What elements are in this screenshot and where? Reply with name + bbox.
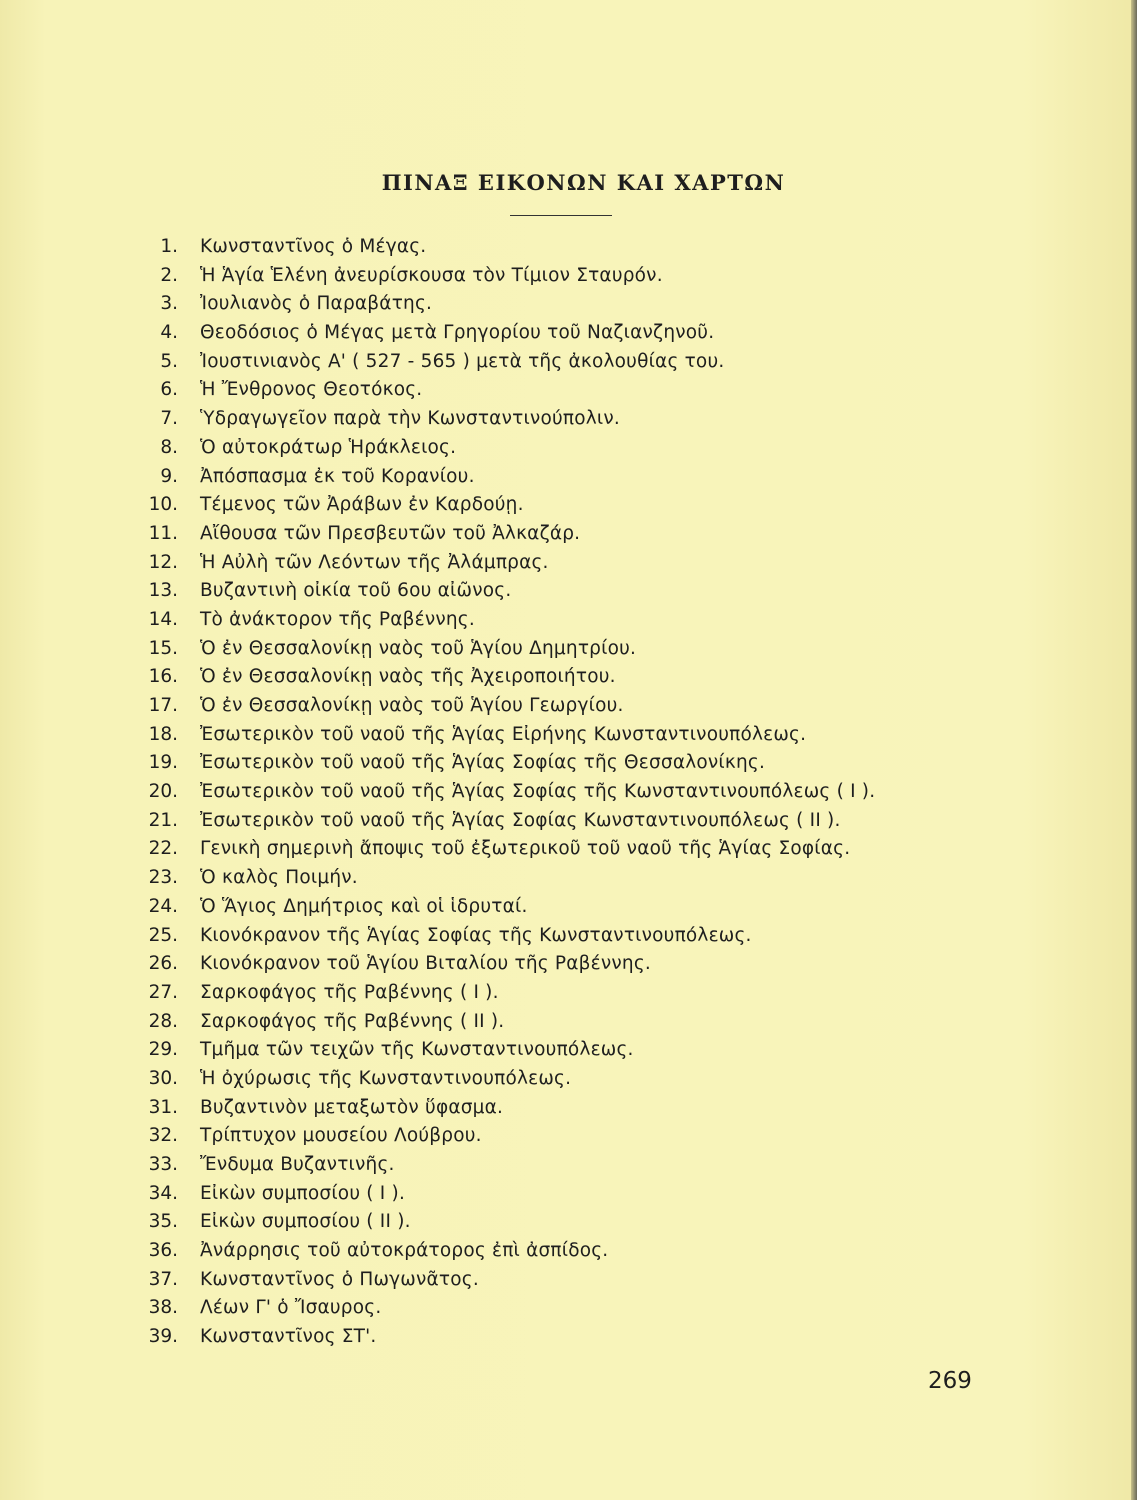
list-item-caption: Κωνσταντῖνος ΣΤ'.: [200, 1326, 377, 1348]
list-item-number: 18.: [148, 723, 178, 745]
list-item-number: 24.: [148, 895, 178, 917]
list-item-caption: Εἰκὼν συμποσίου ( I ).: [200, 1182, 406, 1204]
list-item-caption: Κιονόκρανον τοῦ Ἁγίου Βιταλίου τῆς Ραβέννης.: [200, 953, 651, 975]
list-item-caption: Ἡ ὀχύρωσις τῆς Κωνσταντινουπόλεως.: [200, 1067, 572, 1089]
list-item-caption: Βυζαντινὸν μεταξωτὸν ὕφασμα.: [200, 1096, 504, 1118]
list-item-caption: Ὁ αὐτοκράτωρ Ἡράκλειος.: [200, 436, 457, 458]
list-item-caption: Σαρκοφάγος τῆς Ραβέννης ( II ).: [200, 1010, 505, 1032]
list-item-caption: Κωνσταντῖνος ὁ Πωγωνᾶτος.: [200, 1268, 479, 1290]
list-item-caption: Ἀνάρρησις τοῦ αὐτοκράτορος ἐπὶ ἀσπίδος.: [200, 1240, 609, 1262]
list-item-number: 26.: [148, 953, 178, 975]
list-item-number: 12.: [148, 551, 178, 573]
list-item-caption: Ὁ Ἅγιος Δημήτριος καὶ οἱ ἱδρυταί.: [200, 895, 528, 917]
list-item-number: 8.: [160, 436, 178, 458]
list-item-caption: Ὑδραγωγεῖον παρὰ τὴν Κωνσταντινούπολιν.: [200, 408, 620, 430]
list-item-number: 33.: [148, 1154, 178, 1175]
list-item-number: 21.: [148, 809, 178, 831]
list-item-number: 15.: [148, 637, 178, 659]
list-item-number: 22.: [148, 838, 178, 860]
list-item-number: 14.: [148, 608, 178, 630]
list-item-caption: Κωνσταντῖνος ὁ Μέγας.: [200, 236, 427, 257]
list-item-number: 38.: [148, 1297, 178, 1319]
list-item-caption: Ἡ Ἔνθρονος Θεοτόκος.: [200, 379, 423, 401]
list-item-number: 37.: [148, 1268, 178, 1290]
list-item-number: 19.: [148, 752, 178, 774]
list-item-caption: Ἔνδυμα Βυζαντινῆς.: [200, 1154, 395, 1175]
list-item-number: 36.: [148, 1240, 178, 1262]
list-item-caption: Ὁ ἐν Θεσσαλονίκῃ ναὸς τοῦ Ἁγίου Δημητρίου.: [200, 637, 637, 659]
list-item-caption: Λέων Γ' ὁ Ἴσαυρος.: [200, 1297, 382, 1319]
list-item-number: 4.: [160, 322, 178, 344]
list-item-caption: Τὸ ἀνάκτορον τῆς Ραβέννης.: [200, 608, 475, 630]
list-item-caption: Ἐσωτερικὸν τοῦ ναοῦ τῆς Ἁγίας Εἰρήνης Κωνσταντινουπόλεως.: [200, 723, 807, 745]
list-item-caption: Ἡ Αὐλὴ τῶν Λεόντων τῆς Ἀλάμπρας.: [200, 551, 549, 573]
list-item-number: 30.: [148, 1067, 178, 1089]
list-item-caption: Γενικὴ σημερινὴ ἄποψις τοῦ ἐξωτερικοῦ τοῦ ναοῦ τῆς Ἁγίας Σοφίας.: [200, 838, 851, 860]
title-underline-divider: [510, 215, 612, 216]
list-item-number: 2.: [160, 264, 178, 286]
list-item-caption: Θεοδόσιος ὁ Μέγας μετὰ Γρηγορίου τοῦ Ναζιανζηνοῦ.: [200, 322, 715, 344]
list-item-number: 31.: [148, 1096, 178, 1118]
list-item-number: 3.: [160, 293, 178, 315]
list-item-number: 34.: [148, 1182, 178, 1204]
list-item-number: 20.: [148, 781, 178, 803]
list-item-number: 17.: [148, 695, 178, 716]
list-item-number: 29.: [148, 1039, 178, 1061]
list-item-caption: Ὁ ἐν Θεσσαλονίκῃ ναὸς τοῦ Ἁγίου Γεωργίου.: [200, 695, 624, 716]
page-edge-shadow: [1131, 0, 1137, 1500]
list-item-caption: Εἰκὼν συμποσίου ( II ).: [200, 1211, 411, 1233]
list-item-number: 9.: [160, 465, 178, 487]
list-item-caption: Αἴθουσα τῶν Πρεσβευτῶν τοῦ Ἀλκαζάρ.: [200, 522, 581, 544]
list-item-caption: Ἐσωτερικὸν τοῦ ναοῦ τῆς Ἁγίας Σοφίας τῆς Θεσσαλονίκης.: [200, 752, 766, 774]
list-item-caption: Ἰουλιανὸς ὁ Παραβάτης.: [200, 293, 433, 315]
list-item-number: 28.: [148, 1010, 178, 1032]
list-item-number: 32.: [148, 1125, 178, 1147]
list-item-caption: Ἐσωτερικὸν τοῦ ναοῦ τῆς Ἁγίας Σοφίας τῆς Κωνσταντινουπόλεως ( I ).: [200, 781, 876, 803]
list-item-caption: Τέμενος τῶν Ἀράβων ἐν Καρδούῃ.: [200, 494, 524, 516]
list-item-number: 6.: [160, 379, 178, 401]
list-item-number: 1.: [160, 236, 178, 257]
list-item-number: 16.: [148, 666, 178, 688]
page-number: 269: [928, 1368, 972, 1394]
list-item-caption: Ἀπόσπασμα ἐκ τοῦ Κορανίου.: [200, 465, 475, 487]
list-item-number: 11.: [148, 522, 178, 544]
list-item-caption: Κιονόκρανον τῆς Ἁγίας Σοφίας τῆς Κωνσταντινουπόλεως.: [200, 924, 752, 946]
list-item-number: 35.: [148, 1211, 178, 1233]
list-item-caption: Ὁ καλὸς Ποιμήν.: [200, 867, 358, 889]
list-item-caption: Ἰουστινιανὸς Α' ( 527 - 565 ) μετὰ τῆς ἀκολουθίας του.: [200, 350, 725, 372]
page-title: ΠΙΝΑΞ ΕΙΚΟΝΩΝ ΚΑΙ ΧΑΡΤΩΝ: [381, 170, 786, 195]
list-item-caption: Ἐσωτερικὸν τοῦ ναοῦ τῆς Ἁγίας Σοφίας Κωνσταντινουπόλεως ( II ).: [200, 809, 841, 831]
list-item-number: 39.: [148, 1326, 178, 1348]
list-item-caption: Ἡ Ἁγία Ἑλένη ἀνευρίσκουσα τὸν Τίμιον Σταυρόν.: [200, 264, 663, 286]
list-item-caption: Σαρκοφάγος τῆς Ραβέννης ( I ).: [200, 981, 499, 1003]
list-item-number: 23.: [148, 867, 178, 889]
list-item-caption: Ὁ ἐν Θεσσαλονίκῃ ναὸς τῆς Ἀχειροποιήτου.: [200, 666, 616, 688]
list-item-number: 27.: [148, 981, 178, 1003]
list-item-caption: Βυζαντινὴ οἰκία τοῦ 6ου αἰῶνος.: [200, 580, 512, 602]
list-item-number: 25.: [148, 924, 178, 946]
list-item-number: 5.: [160, 350, 178, 372]
list-item-number: 7.: [160, 408, 178, 430]
list-item-number: 13.: [148, 580, 178, 602]
list-item-number: 10.: [148, 494, 178, 516]
list-item-caption: Τμῆμα τῶν τειχῶν τῆς Κωνσταντινουπόλεως.: [200, 1039, 634, 1061]
list-item-caption: Τρίπτυχον μουσείου Λούβρου.: [200, 1125, 482, 1147]
